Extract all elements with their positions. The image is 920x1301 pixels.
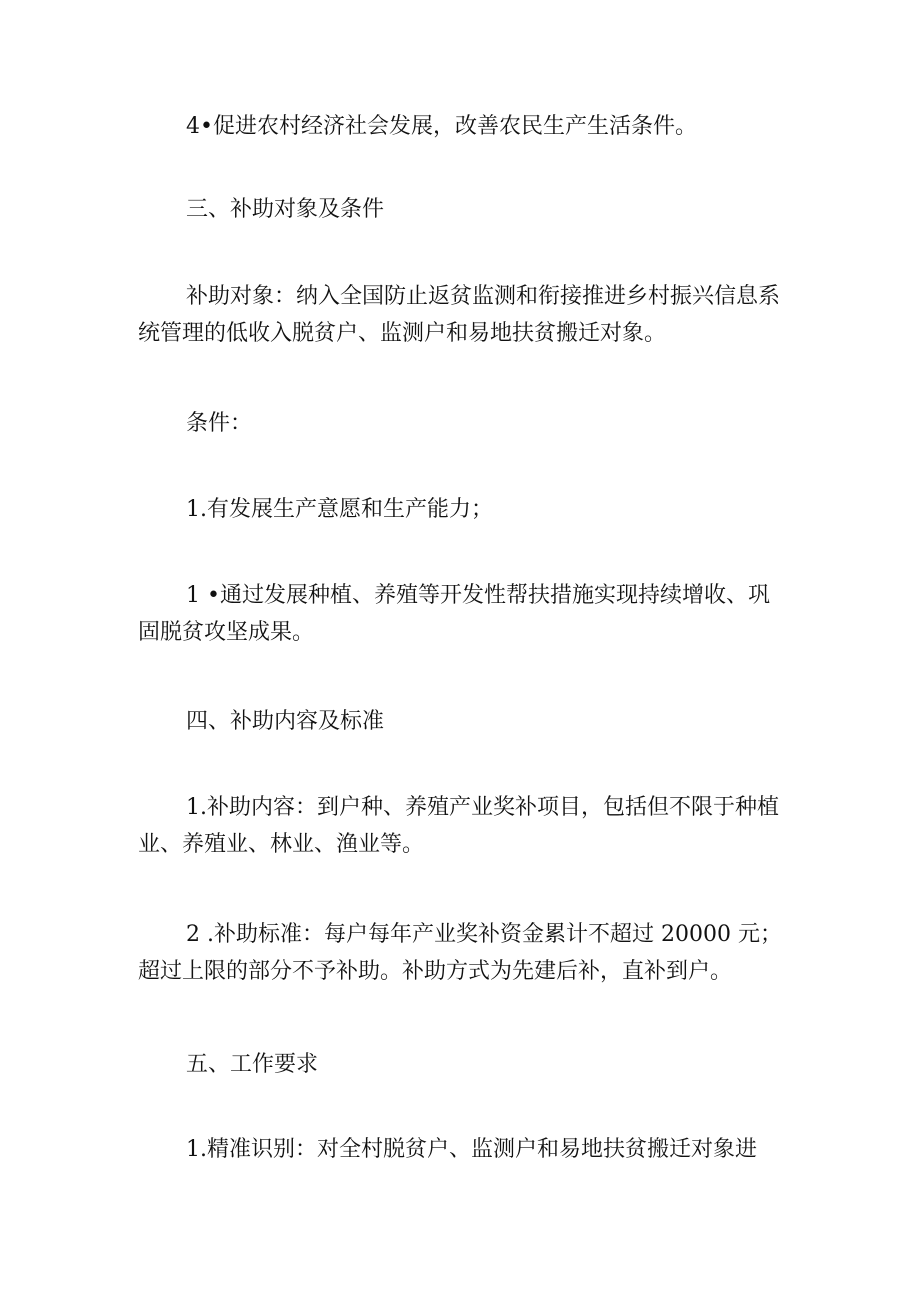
section-heading-5: 五、工作要求 xyxy=(186,1052,319,1077)
condition-item-1: 1.有发展生产意愿和生产能力； xyxy=(186,497,493,522)
condition-item-2: 1 •通过发展种植、养殖等开发性帮扶措施实现持续增收、巩固脱贫攻坚成果。 xyxy=(138,583,770,645)
paragraph-conditions-label: 条件： xyxy=(186,411,253,436)
paragraph-subsidy-content: 1.补助内容：到户种、养殖产业奖补项目，包括但不限于种植业、养殖业、林业、渔业等。 xyxy=(138,795,779,857)
section-heading-4: 四、补助内容及标准 xyxy=(186,709,385,734)
section-heading-3: 三、补助对象及条件 xyxy=(186,197,385,222)
paragraph-subsidy-standard: 2 .补助标准：每户每年产业奖补资金累计不超过 20000 元；超过上限的部分不予补助。补助方式为先建后补，直补到户。 xyxy=(138,922,782,984)
paragraph-goal-4: 4•促进农村经济社会发展，改善农民生产生活条件。 xyxy=(186,114,697,139)
paragraph-precise-identification: 1.精准识别：对全村脱贫户、监测户和易地扶贫搬迁对象进 xyxy=(186,1137,757,1162)
paragraph-subsidy-target: 补助对象：纳入全国防止返贫监测和衔接推进乡村振兴信息系统管理的低收入脱贫户、监测户和易地扶贫搬迁对象。 xyxy=(138,284,781,346)
